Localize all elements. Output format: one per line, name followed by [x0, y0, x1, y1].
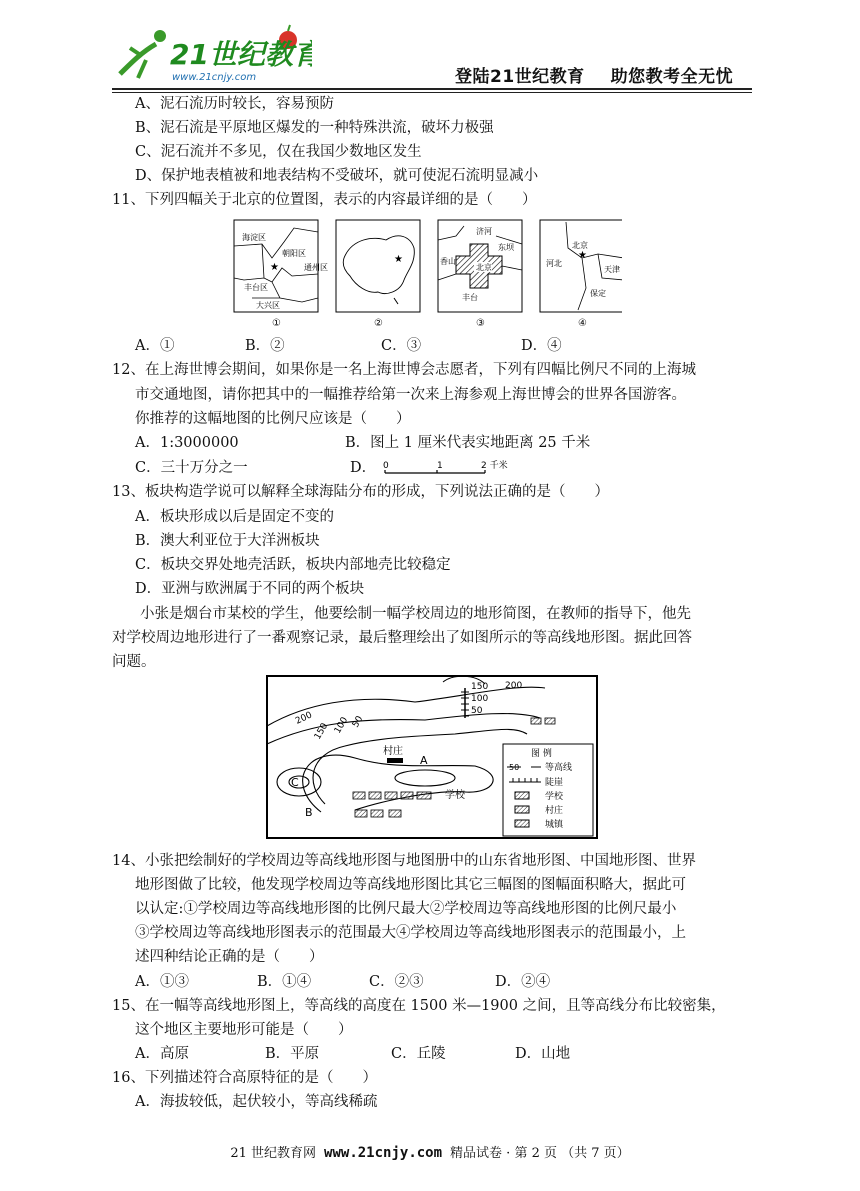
svg-text:★: ★ — [270, 262, 279, 273]
footer-left: 21 世纪教育网 — [230, 1146, 317, 1161]
svg-text:朝阳区: 朝阳区 — [282, 249, 306, 258]
site-logo — [112, 22, 312, 88]
svg-text:50: 50 — [350, 714, 366, 730]
svg-text:陡崖: 陡崖 — [545, 778, 564, 788]
q11-maps — [232, 218, 622, 334]
footer-url: www.21cnjy.com — [324, 1145, 443, 1161]
passage-line-3: 问题。 — [112, 654, 156, 670]
svg-text:200: 200 — [505, 681, 523, 691]
q12-stem-1: 12、在上海世博会期间，如果你是一名上海世博会志愿者，下列有四幅比例尺不同的上海城 — [112, 362, 696, 378]
svg-text:学校: 学校 — [445, 790, 465, 801]
svg-text:天津: 天津 — [604, 265, 620, 274]
svg-text:A: A — [420, 754, 428, 767]
svg-text:C: C — [291, 776, 299, 789]
slogan-left: 登陆21世纪教育 — [455, 67, 585, 87]
svg-text:等高线: 等高线 — [545, 763, 573, 773]
svg-text:北京: 北京 — [572, 241, 588, 250]
q10-option-c: C、泥石流并不多见，仅在我国少数地区发生 — [135, 144, 422, 160]
svg-text:香山: 香山 — [440, 257, 456, 266]
q12-option-b: B．图上 1 厘米代表实地距离 25 千米 — [345, 435, 591, 451]
q13-option-c: C．板块交界处地壳活跃，板块内部地壳比较稳定 — [135, 557, 451, 573]
q11-stem: 11、下列四幅关于北京的位置图，表示的内容最详细的是（ ） — [112, 192, 537, 208]
header-divider — [112, 88, 752, 90]
q12-option-c: C．三十万分之一 — [135, 460, 248, 476]
q12-option-a: A．1:3000000 — [135, 435, 239, 451]
q14-line-3: 以认定:①学校周边等高线地形图的比例尺最大②学校周边等高线地形图的比例尺最小 — [135, 901, 677, 917]
page-footer — [0, 1142, 860, 1161]
footer-page: 精品试卷 · 第 2 页 （共 7 页） — [450, 1146, 630, 1161]
svg-text:200: 200 — [294, 710, 314, 727]
map-4 — [540, 220, 622, 329]
header-slogan — [455, 62, 733, 87]
header-divider-thin — [112, 92, 752, 93]
svg-text:150: 150 — [312, 721, 331, 742]
q14-line-5: 述四种结论正确的是（ ） — [135, 949, 324, 965]
passage-line-2: 对学校周边地形进行了一番观察记录，最后整理绘出了如图所示的等高线地形图。据此回答 — [112, 630, 692, 646]
runner-icon — [120, 44, 156, 74]
q10-option-d: D、保护地表植被和地表结构不受破坏，就可使泥石流明显减小 — [135, 168, 539, 184]
q11-options: A．① B．② C．③ D．④ — [135, 338, 562, 354]
contour-map — [265, 674, 599, 844]
map-3 — [438, 220, 522, 329]
svg-text:100: 100 — [471, 694, 489, 704]
scale-bar — [381, 460, 511, 476]
slogan-right: 助您教考全无忧 — [610, 67, 734, 87]
svg-text:0: 0 — [382, 461, 389, 471]
svg-text:100: 100 — [332, 715, 351, 736]
svg-text:村庄: 村庄 — [383, 746, 403, 757]
map-2 — [336, 220, 420, 329]
q13-option-b: B．澳大利亚位于大洋洲板块 — [135, 533, 320, 549]
q15-options: A．高原 B．平原 C．丘陵 D．山地 — [135, 1046, 571, 1062]
q12-stem-3: 你推荐的这幅地图的比例尺应该是（ ） — [135, 411, 411, 427]
logo-text: 21世纪教育 — [170, 38, 312, 71]
svg-text:济河: 济河 — [476, 227, 492, 236]
svg-text:北京: 北京 — [476, 263, 492, 272]
q12-option-d: D． 0 1 2 千米 — [350, 458, 511, 478]
svg-text:东坝: 东坝 — [498, 243, 514, 252]
svg-text:大兴区: 大兴区 — [256, 301, 280, 310]
q10-option-b: B、泥石流是平原地区爆发的一种特殊洪流，破坏力极强 — [135, 120, 494, 136]
svg-text:②: ② — [374, 318, 383, 329]
svg-text:①: ① — [272, 318, 281, 329]
svg-text:丰台: 丰台 — [462, 293, 478, 302]
q15-line-2: 这个地区主要地形可能是（ ） — [135, 1022, 353, 1038]
q13-option-d: D．亚洲与欧洲属于不同的两个板块 — [135, 581, 365, 597]
q14-line-1: 14、小张把绘制好的学校周边等高线地形图与地图册中的山东省地形图、中国地形图、世界 — [112, 853, 696, 869]
svg-text:④: ④ — [578, 318, 587, 329]
svg-text:50: 50 — [471, 706, 483, 716]
q13-stem: 13、板块构造学说可以解释全球海陆分布的形成，下列说法正确的是（ ） — [112, 484, 609, 500]
q10-option-a: A、泥石流历时较长，容易预防 — [135, 96, 334, 112]
svg-text:★: ★ — [394, 254, 403, 265]
logo-url: www.21cnjy.com — [172, 72, 257, 83]
svg-text:保定: 保定 — [590, 289, 606, 298]
svg-text:通州区: 通州区 — [304, 263, 328, 272]
svg-text:村庄: 村庄 — [545, 806, 564, 816]
svg-text:河北: 河北 — [546, 259, 562, 268]
q14-options: A．①③ B．①④ C．②③ D．②④ — [135, 974, 551, 990]
q13-option-a: A．板块形成以后是固定不变的 — [135, 509, 334, 525]
q16-stem: 16、下列描述符合高原特征的是（ ） — [112, 1070, 377, 1086]
passage-line-1: 小张是烟台市某校的学生，他要绘制一幅学校周边的地形简图，在教师的指导下，他先 — [140, 606, 691, 622]
map-1 — [234, 220, 328, 329]
q12-stem-2: 市交通地图，请你把其中的一幅推荐给第一次来上海参观上海世博会的世界各国游客。 — [135, 387, 686, 403]
svg-text:城镇: 城镇 — [545, 820, 564, 830]
svg-text:B: B — [305, 806, 313, 819]
svg-text:海淀区: 海淀区 — [242, 233, 266, 242]
svg-text:③: ③ — [476, 318, 485, 329]
svg-text:2 千米: 2 千米 — [480, 461, 508, 471]
svg-text:50: 50 — [509, 763, 520, 772]
q16-option-a: A．海拔较低，起伏较小，等高线稀疏 — [135, 1094, 378, 1110]
q14-line-2: 地形图做了比较，他发现学校周边等高线地形图比其它三幅图的图幅面积略大，据此可 — [135, 877, 686, 893]
q14-line-4: ③学校周边等高线地形图表示的范围最大④学校周边等高线地形图表示的范围最小，上 — [135, 925, 686, 941]
svg-text:★: ★ — [578, 250, 587, 261]
svg-text:学校: 学校 — [545, 792, 564, 802]
svg-text:丰台区: 丰台区 — [244, 283, 268, 292]
svg-text:150: 150 — [471, 682, 489, 692]
svg-text:1: 1 — [436, 461, 443, 471]
svg-text:图 例: 图 例 — [531, 749, 552, 759]
q15-line-1: 15、在一幅等高线地形图上，等高线的高度在 1500 米—1900 之间，且等高线分布比较密集， — [112, 998, 726, 1014]
map-legend — [503, 744, 593, 836]
